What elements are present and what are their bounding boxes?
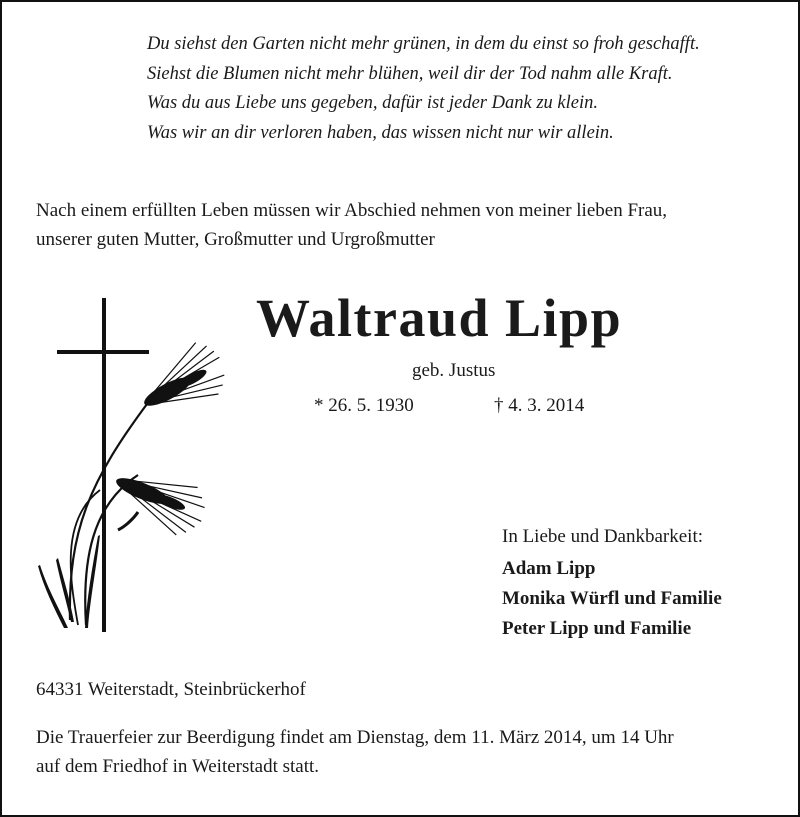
- maiden-name: geb. Justus: [412, 360, 496, 381]
- birth-date: * 26. 5. 1930: [314, 395, 414, 416]
- death-date: † 4. 3. 2014: [494, 395, 585, 416]
- ceremony-line: Die Trauerfeier zur Beerdigung findet am Dienstag, dem 11. März 2014, um 14 Uhr: [36, 727, 674, 748]
- intro-line: unserer guten Mutter, Großmutter und Urgroßmutter: [36, 229, 435, 250]
- ceremony-line: auf dem Friedhof in Weiterstadt statt.: [36, 756, 320, 777]
- address: 64331 Weiterstadt, Steinbrückerhof: [36, 679, 306, 700]
- poem-line: Du siehst den Garten nicht mehr grünen, in dem du einst so froh geschafft.: [147, 34, 700, 54]
- mourners-heading: In Liebe und Dankbarkeit:: [502, 526, 704, 547]
- poem-line: Was wir an dir verloren haben, das wissen nicht nur wir allein.: [147, 122, 614, 143]
- intro-line: Nach einem erfüllten Leben müssen wir Abschied nehmen von meiner lieben Frau,: [36, 200, 668, 221]
- ceremony-info: [36, 723, 776, 781]
- deceased-name: Waltraud Lipp: [256, 288, 623, 348]
- mourner-name: Monika Würfl und Familie: [502, 588, 722, 609]
- poem-line: Was du aus Liebe uns gegeben, dafür ist jeder Dank zu klein.: [147, 93, 598, 113]
- poem: [147, 30, 787, 148]
- intro-text: [36, 196, 776, 254]
- cross-with-wheat-icon: [30, 290, 240, 640]
- mourner-name: Adam Lipp: [502, 558, 596, 579]
- mourners-block: [502, 522, 722, 644]
- poem-line: Siehst die Blumen nicht mehr blühen, weil dir der Tod nahm alle Kraft.: [147, 63, 673, 84]
- mourner-name: Peter Lipp und Familie: [502, 618, 692, 639]
